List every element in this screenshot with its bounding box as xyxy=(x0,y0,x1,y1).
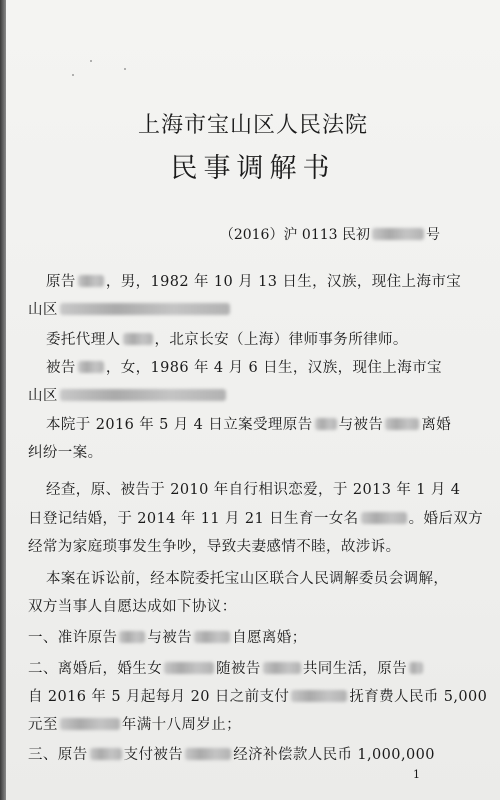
text-segment: 与被告 xyxy=(338,417,384,433)
case-number-prefix: （2016）沪 0113 民初 xyxy=(219,227,370,243)
text-segment: 经常为家庭琐事发生争吵，导致夫妻感情不睦，故涉诉。 xyxy=(28,539,401,555)
text-segment: 离婚 xyxy=(421,417,452,433)
text-line xyxy=(46,413,451,434)
text-segment: 山区 xyxy=(28,302,58,318)
text-line xyxy=(28,535,401,556)
text-segment: 经查，原、被告于 2010 年自行相识恋爱，于 2013 年 1 月 4 xyxy=(46,482,461,498)
text-line xyxy=(46,567,448,588)
case-number xyxy=(220,224,440,244)
scan-speck xyxy=(90,60,92,62)
text-segment: 自 2016 年 5 月起每月 20 日之前支付 xyxy=(28,689,290,705)
text-segment: 日登记结婚，于 2014 年 11 月 21 日生育一女名 xyxy=(28,511,359,527)
case-number-suffix: 号 xyxy=(426,227,440,243)
text-line xyxy=(28,507,483,528)
text-line xyxy=(28,384,228,405)
text-segment: ，男，1982 年 10 月 13 日生，汉族，现住上海市宝 xyxy=(105,274,462,290)
page-number: 1 xyxy=(413,768,420,781)
document-title: 民事调解书 xyxy=(170,153,336,184)
text-segment: 二、离婚后，婚生女 xyxy=(28,661,163,677)
redacted-name xyxy=(291,690,347,702)
text-segment: 抚育费人民币 5,000 xyxy=(349,689,488,705)
redacted-name xyxy=(90,748,122,760)
text-segment: 与被告 xyxy=(147,630,193,646)
redacted-name xyxy=(78,275,104,287)
redacted-name xyxy=(385,418,419,430)
text-segment: 支付被告 xyxy=(123,747,184,763)
text-segment: 纠纷一案。 xyxy=(28,445,103,461)
text-line xyxy=(28,441,103,462)
text-line xyxy=(28,595,237,616)
text-line xyxy=(46,478,460,499)
document-page xyxy=(6,0,500,800)
text-segment: 三、原告 xyxy=(28,747,88,763)
redacted-case-id xyxy=(372,228,424,240)
text-segment: 共同生活，原告 xyxy=(302,661,408,677)
text-line xyxy=(28,713,241,734)
text-line xyxy=(28,626,307,647)
text-segment: 双方当事人自愿达成如下协议： xyxy=(28,599,237,615)
text-segment: 元至 xyxy=(28,717,58,733)
redacted-name xyxy=(185,748,231,760)
text-line xyxy=(46,270,461,291)
redacted-name xyxy=(164,662,214,674)
redacted-name xyxy=(361,512,407,524)
text-line xyxy=(28,743,435,764)
redacted-name xyxy=(60,718,120,730)
scan-speck xyxy=(124,68,126,70)
text-segment: 本院于 2016 年 5 月 4 日立案受理原告 xyxy=(46,417,313,433)
text-segment: ，北京长安（上海）律师事务所律师。 xyxy=(154,332,408,348)
redacted-name xyxy=(263,662,301,674)
court-name: 上海市宝山区人民法院 xyxy=(137,113,368,138)
redacted-name xyxy=(315,418,337,430)
scan-speck xyxy=(72,74,74,76)
text-line xyxy=(28,685,487,706)
text-line xyxy=(28,657,425,678)
text-segment: 本案在诉讼前，经本院委托宝山区联合人民调解委员会调解， xyxy=(46,571,449,587)
redacted-address xyxy=(60,389,226,401)
text-segment: 随被告 xyxy=(216,661,261,677)
redacted-name xyxy=(409,662,423,674)
text-segment: 委托代理人 xyxy=(46,332,121,348)
redacted-name xyxy=(78,361,104,373)
redacted-name xyxy=(194,631,230,643)
text-line xyxy=(46,356,442,377)
text-segment: 一、准许原告 xyxy=(28,630,118,646)
text-segment: 年满十八周岁止； xyxy=(121,717,242,733)
text-line xyxy=(46,328,408,349)
text-segment: 山区 xyxy=(28,388,58,404)
redacted-name xyxy=(123,333,153,345)
text-line xyxy=(28,298,232,319)
text-segment: 原告 xyxy=(46,274,76,290)
text-segment: 被告 xyxy=(46,360,76,376)
text-segment: ，女，1986 年 4 月 6 日生，汉族，现住上海市宝 xyxy=(105,360,442,376)
redacted-name xyxy=(119,631,145,643)
text-segment: 。婚后双方 xyxy=(408,511,484,527)
redacted-address xyxy=(60,303,230,315)
text-segment: 自愿离婚； xyxy=(232,630,307,646)
text-segment: 经济补偿款人民币 1,000,000 xyxy=(233,747,435,763)
